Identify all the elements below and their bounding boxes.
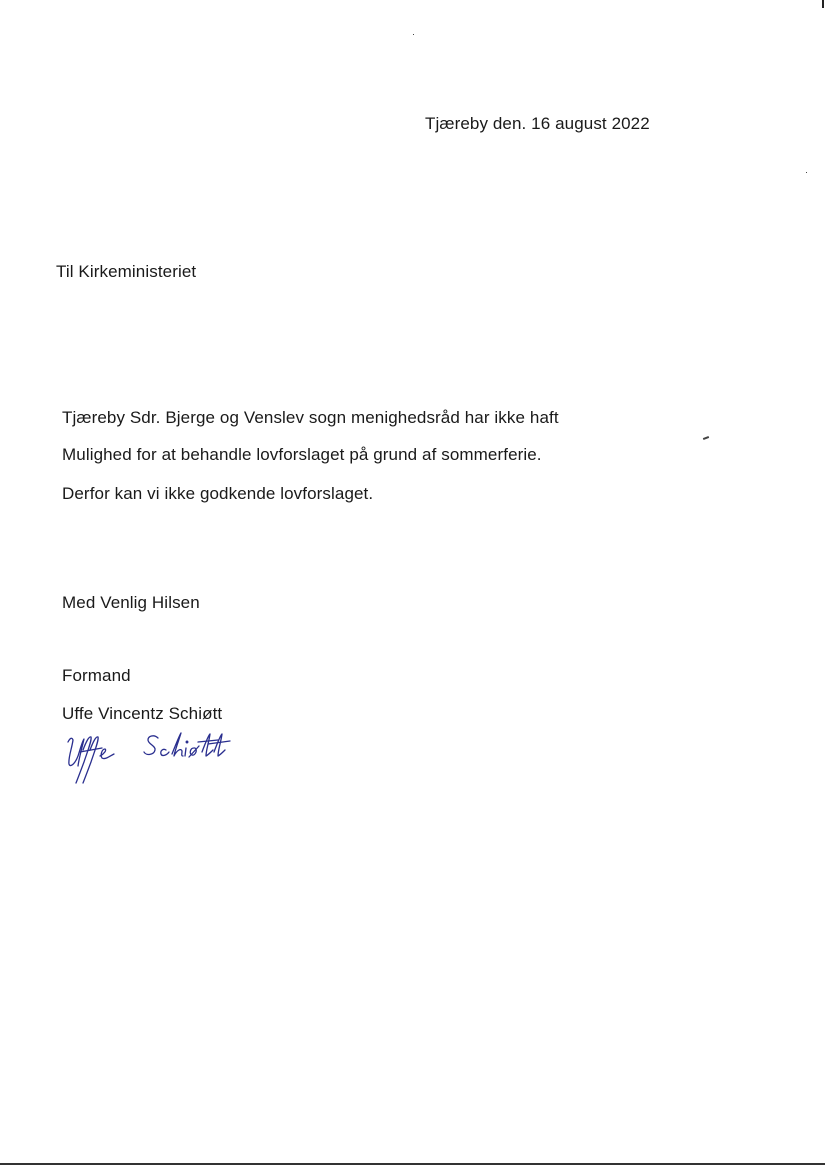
signer-title: Formand xyxy=(62,666,131,685)
scan-bottom-edge xyxy=(0,1163,825,1165)
scan-speck xyxy=(703,436,709,440)
signer-name: Uffe Vincentz Schiøtt xyxy=(62,704,223,723)
recipient-line: Til Kirkeministeriet xyxy=(56,262,197,281)
handwritten-signature xyxy=(62,728,242,788)
body-line-1: Tjæreby Sdr. Bjerge og Venslev sogn menighedsråd har ikke haft xyxy=(62,408,559,427)
body-line-2: Mulighed for at behandle lovforslaget på grund af sommerferie. xyxy=(62,445,542,464)
date-line: Tjæreby den. 16 august 2022 xyxy=(425,114,650,133)
scan-speck xyxy=(806,172,807,173)
scan-speck xyxy=(413,34,414,35)
scan-edge-mark xyxy=(822,0,824,8)
body-line-3: Derfor kan vi ikke godkende lovforslaget. xyxy=(62,484,374,503)
closing-salutation: Med Venlig Hilsen xyxy=(62,593,200,612)
